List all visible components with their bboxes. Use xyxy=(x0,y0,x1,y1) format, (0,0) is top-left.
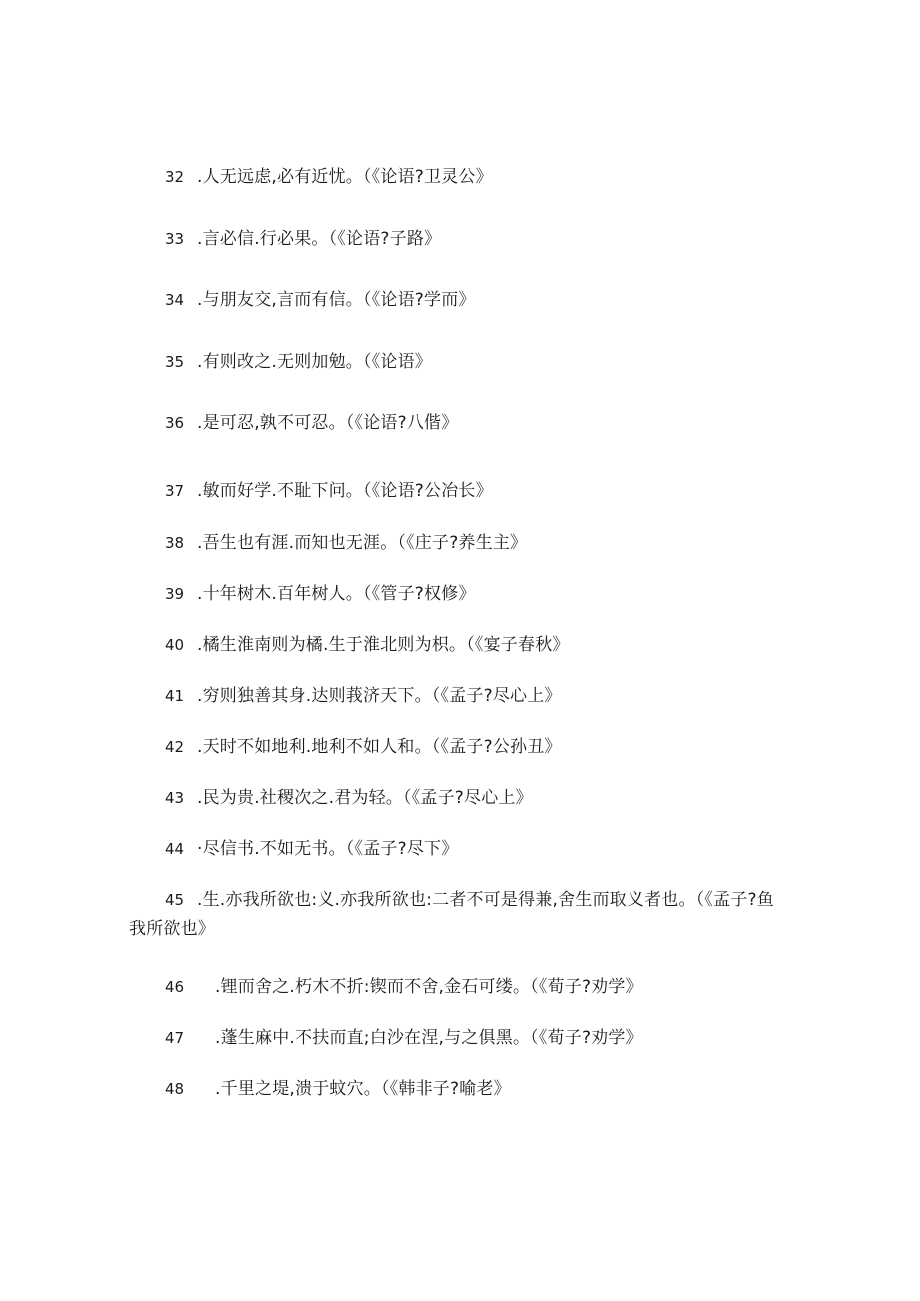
item-text: .有则改之.无则加勉。（《论语》 xyxy=(197,352,433,372)
item-text: .吾生也有涯.而知也无涯。（《庄子?养生主》 xyxy=(197,533,528,553)
list-item xyxy=(0,736,920,776)
item-text-continuation: 我所欲也》 xyxy=(129,919,215,939)
item-number: 46 xyxy=(165,978,185,996)
item-number: 37 xyxy=(165,482,185,500)
item-number: 32 xyxy=(165,168,185,186)
list-item xyxy=(0,351,920,391)
item-text: .是可忍,孰不可忍。（《论语?八偕》 xyxy=(197,413,459,433)
list-item xyxy=(0,1078,920,1118)
item-text: .与朋友交,言而有信。（《论语?学而》 xyxy=(197,290,476,310)
item-number: 34 xyxy=(165,291,185,309)
list-item xyxy=(0,838,920,878)
item-number: 38 xyxy=(165,534,185,552)
list-item xyxy=(0,166,920,206)
item-text: .蓬生麻中.不扶而直;白沙在涅,与之俱黑。（《荀子?劝学》 xyxy=(215,1028,643,1048)
item-text: .锂而舍之.朽木不折:锲而不舍,金石可缕。（《荀子?劝学》 xyxy=(215,977,643,997)
item-number: 39 xyxy=(165,585,185,603)
item-number: 43 xyxy=(165,789,185,807)
item-text: .生.亦我所欲也:义.亦我所欲也:二者不可是得兼,舍生而取义者也。（《孟子?鱼 xyxy=(197,890,774,910)
list-item xyxy=(0,1027,920,1067)
list-item xyxy=(0,583,920,623)
list-item xyxy=(0,532,920,572)
item-text: .天时不如地利.地利不如人和。（《孟子?公孙丑》 xyxy=(197,737,562,757)
item-number: 41 xyxy=(165,687,185,705)
item-text: .敏而好学.不耻下问。（《论语?公冶长》 xyxy=(197,481,493,501)
list-item xyxy=(0,976,920,1016)
item-number: 42 xyxy=(165,738,185,756)
list-item xyxy=(0,480,920,520)
item-text: .人无远虑,必有近忧。（《论语?卫灵公》 xyxy=(197,167,493,187)
item-number: 33 xyxy=(165,230,185,248)
item-number: 35 xyxy=(165,353,185,371)
item-number: 45 xyxy=(165,891,185,909)
item-text: ·尽信书.不如无书。（《孟子?尽下》 xyxy=(197,839,459,859)
list-item xyxy=(0,634,920,674)
item-text: .民为贵.社稷次之.君为轻。（《孟子?尽心上》 xyxy=(197,788,533,808)
item-number: 44 xyxy=(165,840,185,858)
item-number: 40 xyxy=(165,636,185,654)
list-item xyxy=(0,889,920,959)
list-item xyxy=(0,685,920,725)
item-text: .橘生淮南则为橘.生于淮北则为枳。（《宴子春秋》 xyxy=(197,635,570,655)
item-number: 36 xyxy=(165,414,185,432)
list-item xyxy=(0,787,920,827)
item-text: .言必信.行必果。（《论语?子路》 xyxy=(197,229,442,249)
item-text: .十年树木.百年树人。（《管子?权修》 xyxy=(197,584,476,604)
item-text: .穷则独善其身.达则莪济天下。（《孟子?尽心上》 xyxy=(197,686,562,706)
item-number: 48 xyxy=(165,1080,185,1098)
list-item xyxy=(0,228,920,268)
list-item xyxy=(0,289,920,329)
item-number: 47 xyxy=(165,1029,185,1047)
list-item xyxy=(0,412,920,452)
item-text: .千里之堤,溃于蚊穴。（《韩非子?喻老》 xyxy=(215,1079,511,1099)
